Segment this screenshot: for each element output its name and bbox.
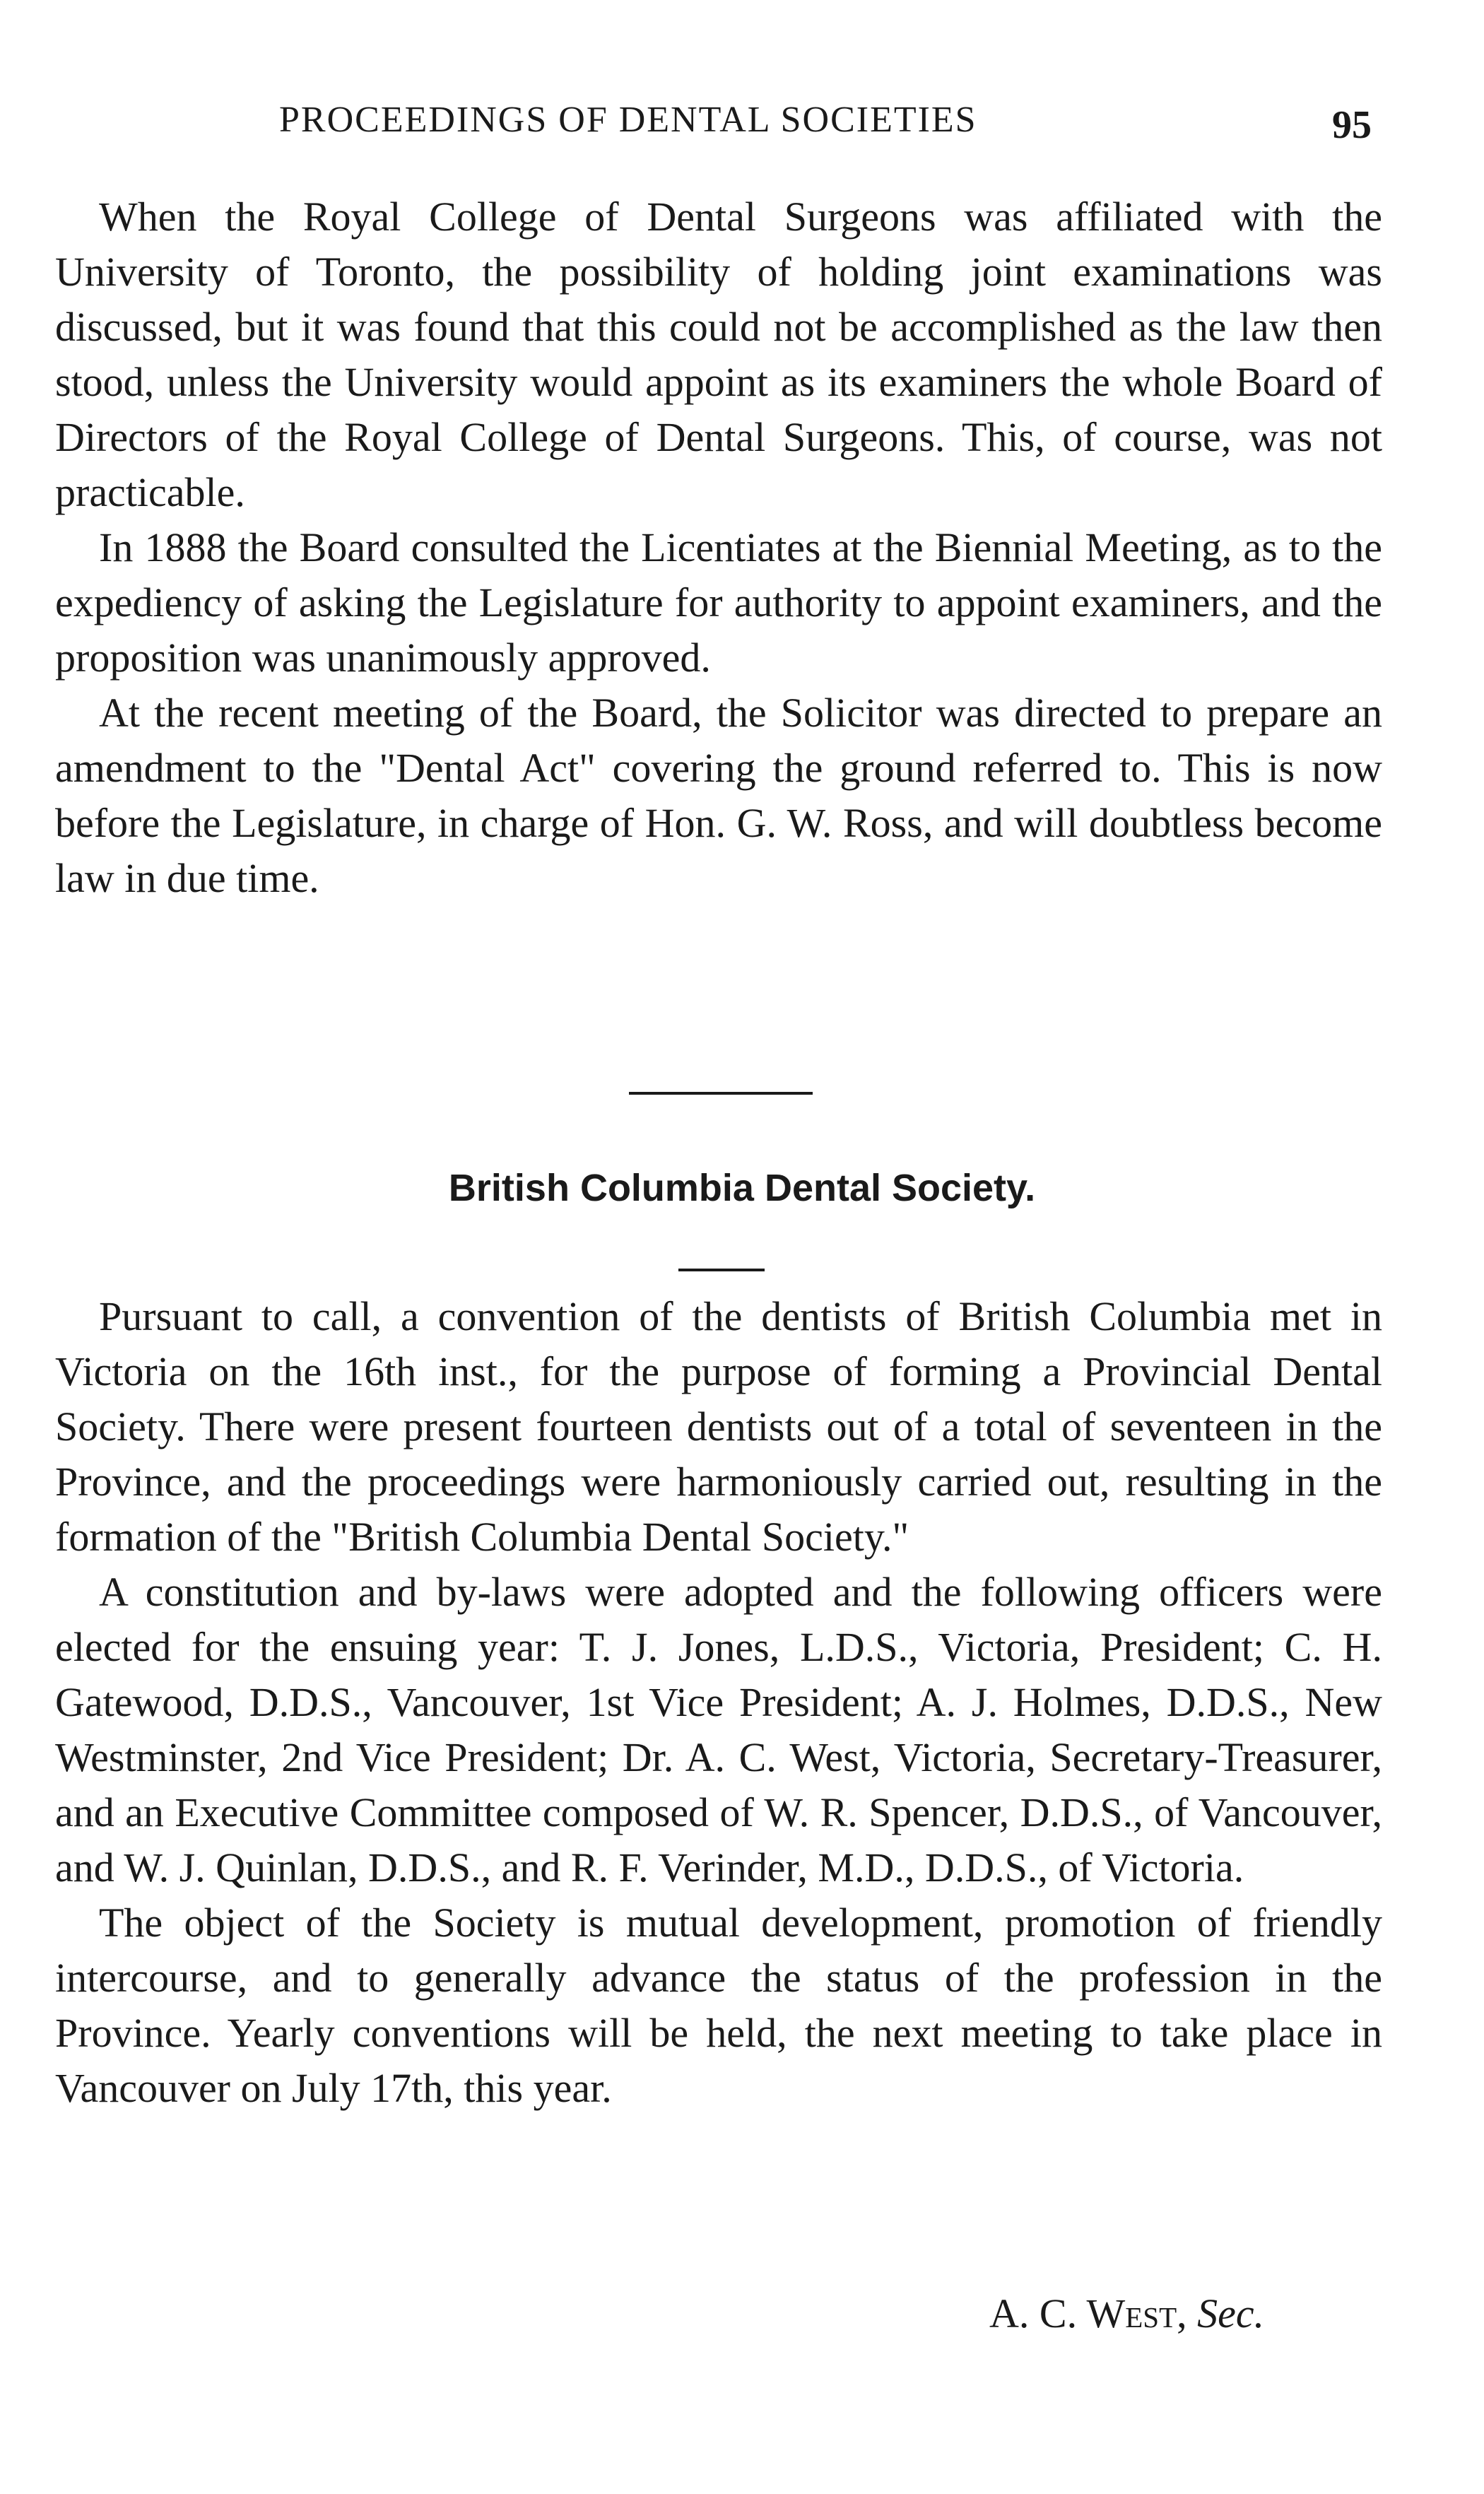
section-divider — [629, 1092, 813, 1095]
paragraph: When the Royal College of Dental Surgeons was affiliated with the University of Toronto, the possibility of holding joint examinations was discussed, but it was found that this could not be accomplished as the law then stood, unless the University would appoint as its examiners the whole Board of Directors of the Royal College of Dental Surgeons. This, of course, was not practicable. — [55, 194, 1382, 515]
signature — [989, 2290, 1264, 2337]
section-heading: British Columbia Dental Society. — [448, 1167, 1036, 1209]
paragraph: The object of the Society is mutual development, promotion of friendly intercourse, and to generally advance the status of the profession in the Province. Yearly conventions will be held, the next meeting to take place in Vancouver on July 17th, this year. — [55, 1900, 1382, 2111]
section-royal-college — [55, 189, 1382, 906]
paragraph: A constitution and by-laws were adopted and the following officers were elected for the ensuing year: T. J. Jones, L.D.S., Victoria, President; C. H. Gatewood, D.D.S., Vancouver, 1st Vice President; A. J. Holmes, D.D.S., New Westminster, 2nd Vice President; Dr. A. C. West, Victoria, Secretary-Treasurer, and an Executive Committee composed of W. R. Spencer, D.D.S., of Vancouver, and W. J. Quinlan, D.D.S., and R. F. Verinder, M.D., D.D.S., of Victoria. — [55, 1569, 1382, 1890]
paragraph: Pursuant to call, a convention of the dentists of British Columbia met in Victoria on the 16th inst., for the purpose of forming a Provincial Dental Society. There were present fourteen dentists out of a total of seventeen in the Province, and the proceedings were harmoniously carried out, resulting in the formation of the "British Columbia Dental Society." — [55, 1293, 1382, 1560]
paragraph: At the recent meeting of the Board, the Solicitor was directed to prepare an amendment to the "Dental Act" covering the ground referred to. This is now before the Legislature, in charge of Hon. G. W. Ross, and will doubtless become law in due time. — [55, 690, 1382, 901]
signature-role: Sec. — [1197, 2290, 1265, 2336]
signature-name: A. C. West, — [989, 2290, 1187, 2336]
section-british-columbia — [55, 1289, 1382, 2116]
page-number: 95 — [1332, 103, 1372, 147]
running-head: PROCEEDINGS OF DENTAL SOCIETIES — [279, 100, 977, 140]
heading-underline — [678, 1269, 765, 1271]
paragraph: In 1888 the Board consulted the Licentiates at the Biennial Meeting, as to the expediency of asking the Legislature for authority to appoint examiners, and the proposition was unanimously approved. — [55, 524, 1382, 681]
